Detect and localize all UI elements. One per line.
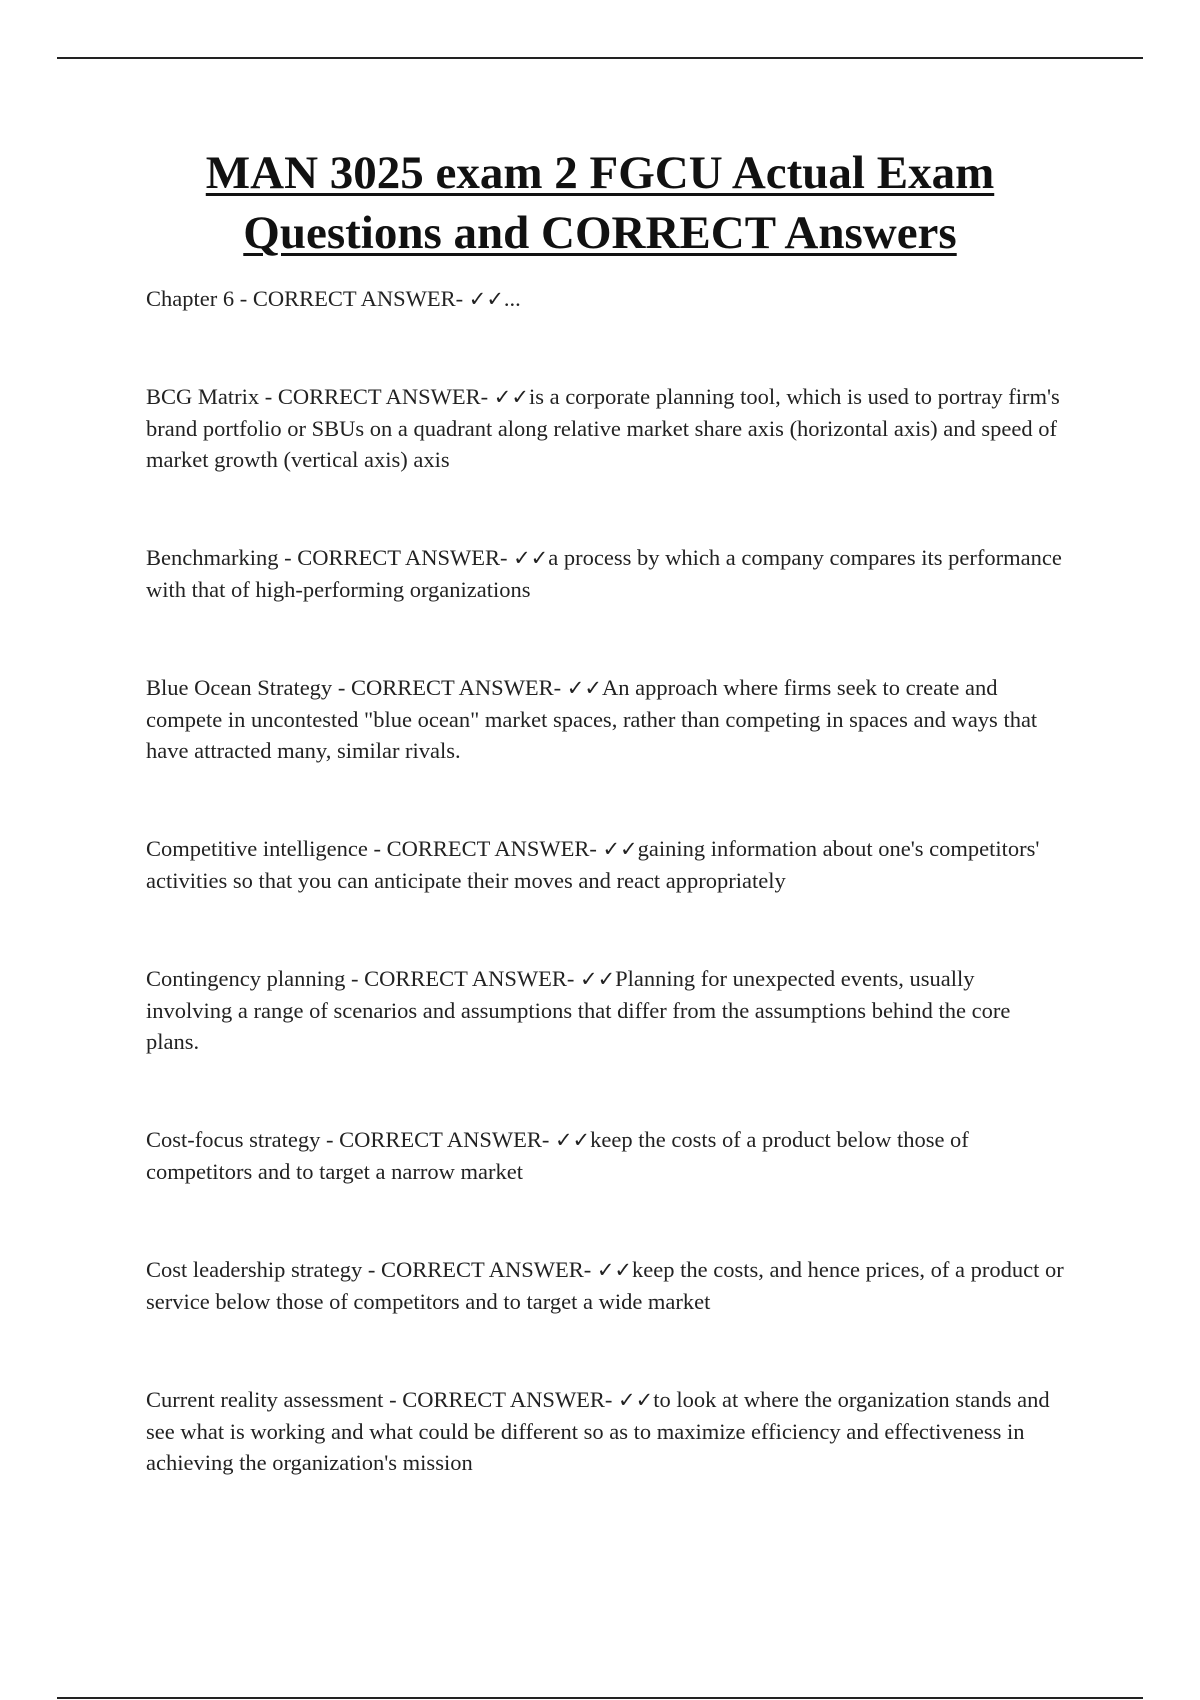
double-check-icon: ✓✓ <box>602 837 638 861</box>
entry-definition: a process by which a company compares its performance with that of high-performing organizations <box>146 545 1062 602</box>
double-check-icon: ✓✓ <box>618 1388 654 1412</box>
flashcard-entry: Benchmarking - CORRECT ANSWER- ✓✓a process by which a company compares its performance with that of high-performing organizations <box>146 545 1062 602</box>
flashcard-entry: BCG Matrix - CORRECT ANSWER- ✓✓is a corporate planning tool, which is used to portray firm's brand portfolio or SBUs on a quadrant along relative market share axis (horizontal axis) and speed of market growth (vertical axis) axis <box>146 384 1060 472</box>
entry-term: Blue Ocean Strategy <box>146 675 333 700</box>
entry-term: Chapter 6 <box>146 286 235 311</box>
answer-marker: CORRECT ANSWER- <box>277 384 489 409</box>
answer-marker: CORRECT ANSWER- <box>402 1387 613 1412</box>
entry-definition: keep the costs, and hence prices, of a product or service below those of competitors and to target a wide market <box>146 1257 1064 1314</box>
entry-term: BCG Matrix <box>146 384 260 409</box>
flashcard-entry: Current reality assessment - CORRECT ANSWER- ✓✓to look at where the organization stands and see what is working and what could be different so as to maximize efficiency and effectiveness in achieving the organization's mission <box>146 1387 1050 1475</box>
answer-marker: CORRECT ANSWER- <box>350 675 562 700</box>
answer-marker: CORRECT ANSWER- <box>252 286 464 311</box>
double-check-icon: ✓✓ <box>579 967 616 991</box>
page-title-line-1: MAN 3025 exam 2 FGCU Actual Exam <box>205 147 995 199</box>
entry-definition: is a corporate planning tool, which is used to portray firm's brand portfolio or SBUs on a quadrant along relative market share axis (horizontal axis) and speed of market growth (vertical axis) axis <box>146 384 1060 472</box>
entry-term: Current reality assessment <box>146 1387 384 1412</box>
entry-definition: An approach where firms seek to create and compete in uncontested "blue ocean" market spaces, rather than competing in spaces and ways that have attracted many, similar rivals. <box>146 675 1038 763</box>
entry-term: Cost-focus strategy <box>146 1127 321 1152</box>
entry-definition: ... <box>503 286 521 311</box>
flashcard-list <box>146 283 1066 1545</box>
double-check-icon: ✓✓ <box>468 287 504 311</box>
answer-marker: CORRECT ANSWER- <box>297 545 508 570</box>
entry-definition: keep the costs of a product below those of competitors and to target a narrow market <box>146 1127 969 1184</box>
entry-definition: to look at where the organization stands and see what is working and what could be different so as to maximize efficiency and effectiveness in achieving the organization's mission <box>146 1387 1050 1475</box>
entry-definition: Planning for unexpected events, usually involving a range of scenarios and assumptions that differ from the assumptions behind the core plans. <box>146 966 1011 1054</box>
double-check-icon: ✓✓ <box>493 385 529 409</box>
flashcard-entry: Cost-focus strategy - CORRECT ANSWER- ✓✓keep the costs of a product below those of competitors and to target a narrow market <box>146 1127 969 1184</box>
answer-marker: CORRECT ANSWER- <box>339 1127 550 1152</box>
double-check-icon: ✓✓ <box>566 676 602 700</box>
flashcard-entry: Blue Ocean Strategy - CORRECT ANSWER- ✓✓An approach where firms seek to create and compete in uncontested "blue ocean" market spaces, rather than competing in spaces and ways that have attracted many, similar rivals. <box>146 675 1038 763</box>
page-title <box>100 143 1100 263</box>
flashcard-entry: Cost leadership strategy - CORRECT ANSWER- ✓✓keep the costs, and hence prices, of a product or service below those of competitors and to target a wide market <box>146 1257 1064 1314</box>
answer-marker: CORRECT ANSWER- <box>386 836 597 861</box>
entry-term: Benchmarking <box>146 545 279 570</box>
double-check-icon: ✓✓ <box>554 1128 591 1152</box>
answer-marker: CORRECT ANSWER- <box>380 1257 592 1282</box>
double-check-icon: ✓✓ <box>513 546 549 570</box>
flashcard-entry: Contingency planning - CORRECT ANSWER- ✓✓Planning for unexpected events, usually involving a range of scenarios and assumptions that differ from the assumptions behind the core plans. <box>146 966 1011 1054</box>
flashcard-entry: Chapter 6 - CORRECT ANSWER- ✓✓... <box>146 286 521 311</box>
double-check-icon: ✓✓ <box>596 1258 633 1282</box>
flashcard-entry: Competitive intelligence - CORRECT ANSWER- ✓✓gaining information about one's competitors' activities so that you can anticipate their moves and react appropriately <box>146 836 1040 893</box>
answer-marker: CORRECT ANSWER- <box>364 966 575 991</box>
bottom-divider <box>57 1697 1143 1699</box>
entry-term: Cost leadership strategy <box>146 1257 363 1282</box>
entry-definition: gaining information about one's competitors' activities so that you can anticipate their moves and react appropriately <box>146 836 1040 893</box>
page-title-line-2: Questions and CORRECT Answers <box>243 207 957 259</box>
top-divider <box>57 57 1143 59</box>
entry-term: Contingency planning <box>146 966 346 991</box>
entry-term: Competitive intelligence <box>146 836 368 861</box>
